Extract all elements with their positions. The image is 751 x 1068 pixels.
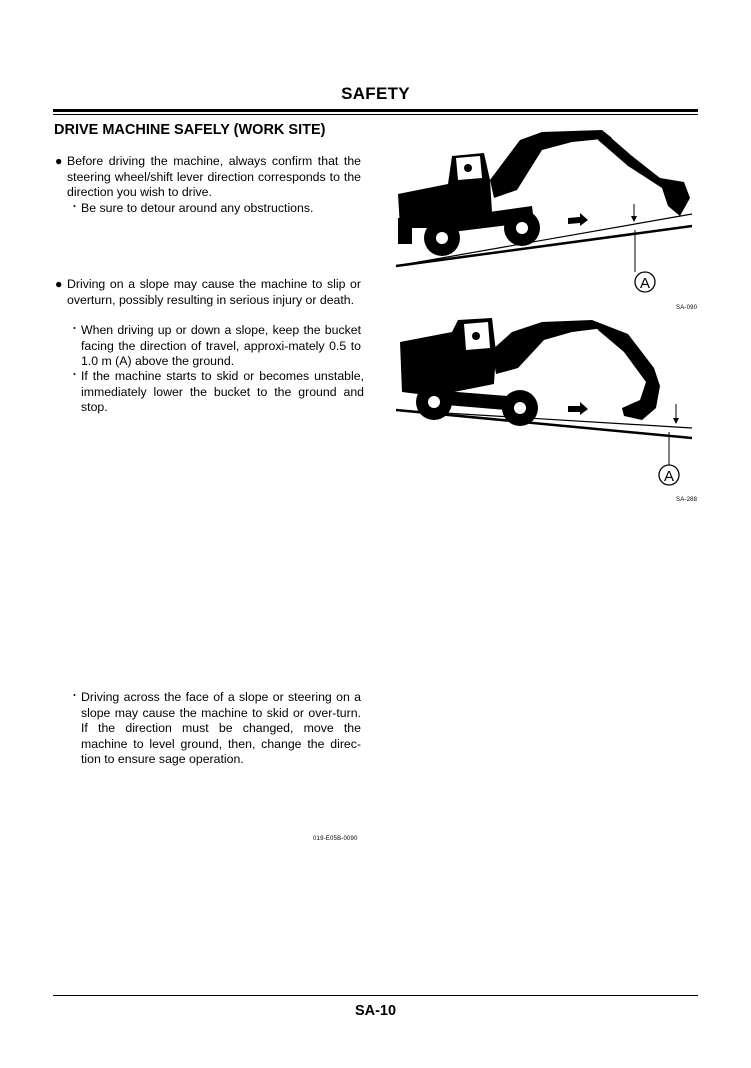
bullet-small: ・ [69,201,80,213]
subpoint-bucket-height [69,323,361,370]
paragraph-slope-warning [55,277,361,308]
header-rule-thick [53,109,698,112]
page-number: SA-10 [354,1003,397,1019]
subpoint-skid-stop [69,369,364,416]
subpoint-text: Driving across the face of a slope or steering on a slope may cause the machine to skid or over-turn. If the direction must be changed, move the machine to level ground, then, change the direc-tion to ensure sage operation. [81,690,361,766]
subpoint-text: Be sure to detour around any obstructions. [81,201,314,215]
clearance-arrowhead [673,418,679,424]
paragraph-text: Before driving the machine, always confirm that the steering wheel/shift lever direction corresponds to the direction you wish to drive. [67,154,361,199]
paragraph-text: Driving on a slope may cause the machine to slip or overturn, possibly resulting in serious injury or death. [67,277,361,307]
text-reference-code: 019-E05B-0090 [313,836,358,842]
paragraph-confirm-direction [55,154,361,201]
label-a-text: A [663,468,675,485]
label-a-text: A [639,275,651,292]
subpoint-detour [69,201,361,217]
subpoint-across-slope [69,690,361,768]
subpoint-text: If the machine starts to skid or becomes unstable, immediately lower the bucket to the ground and stop. [81,369,364,414]
page-header-title: SAFETY [341,84,410,103]
bullet-small: ・ [69,323,80,335]
travel-direction-arrow [568,213,588,226]
bullet-dot: ● [55,154,63,168]
travel-direction-arrow [568,402,588,415]
header-rule-thin [53,114,698,115]
footer-rule [53,995,698,996]
figure-excavator-downhill [392,120,698,300]
excavator-silhouette [398,130,690,256]
clearance-arrowhead [631,216,637,222]
excavator-silhouette [400,318,660,426]
section-title: DRIVE MACHINE SAFELY (WORK SITE) [54,122,326,138]
bullet-dot: ● [55,277,63,291]
figure-1-code: SA-090 [676,305,698,311]
bullet-small: ・ [69,690,80,702]
subpoint-text: When driving up or down a slope, keep the bucket facing the direction of travel, approxi-mately 0.5 to 1.0 m (A) above the ground. [81,323,361,368]
bullet-small: ・ [69,369,80,381]
figure-2-code: SA-288 [676,497,698,503]
figure-excavator-uphill [392,312,698,492]
